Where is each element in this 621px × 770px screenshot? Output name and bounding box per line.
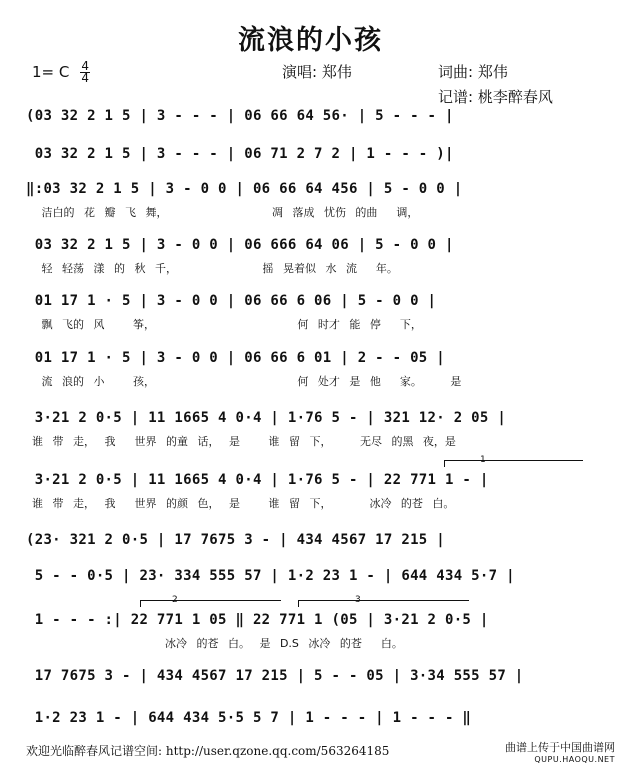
transcriber-credit: 记谱: 桃李醉春风	[438, 88, 553, 106]
notation-line: 1·2 23 1 - | 644 434 5·5 5 7 | 1 - - - | 1 - - - ‖	[26, 710, 472, 726]
page-title: 流浪的小孩	[238, 25, 383, 56]
lyric-line: 谁 带 走， 我 世界 的颜 色， 是 谁 留 下， 冰冷 的苍 白。	[32, 497, 455, 510]
key-label: 1= C	[32, 63, 70, 81]
notation-line: 01 17 1 · 5 | 3 - 0 0 | 06 66 6 06 | 5 - 0 0 |	[26, 293, 437, 309]
notation-line: ‖:03 32 2 1 5 | 3 - 0 0 | 06 66 64 456 | 5 - 0 0 |	[26, 181, 463, 197]
notation-line: 03 32 2 1 5 | 3 - - - | 06 71 2 7 2 | 1 - - - )|	[26, 146, 454, 162]
notation-line: 1 - - - :| 22 771 1 05 ‖ 22 771 1 (05 | 3·21 2 0·5 |	[26, 612, 489, 628]
singer-credit: 演唱: 郑伟	[282, 63, 352, 81]
lyric-line: 轻 轻荡 漾 的 秋 千， 摇 晃着似 水 流 年。	[32, 262, 398, 275]
volta-bracket-1	[444, 460, 583, 467]
volta-bracket-3	[298, 600, 469, 607]
lyric-line: 洁白的 花 瓣 飞 舞， 凋 落成 忧伤 的曲 调，	[32, 206, 419, 219]
key-signature	[32, 61, 90, 84]
volta-number-3: 3	[355, 595, 361, 605]
notation-line: 3·21 2 0·5 | 11 1665 4 0·4 | 1·76 5 - | 22 771 1 - |	[26, 472, 489, 488]
notation-line: (23· 321 2 0·5 | 17 7675 3 - | 434 4567 17 215 |	[26, 532, 445, 548]
lyric-line: 飘 飞的 风 筝， 何 时才 能 停 下，	[32, 318, 422, 331]
notation-line: 03 32 2 1 5 | 3 - 0 0 | 06 666 64 06 | 5 - 0 0 |	[26, 237, 454, 253]
footer-site-line1: 曲谱上传于中国曲谱网	[505, 741, 615, 754]
lyric-line: 冰冷 的苍 白。 是 D.S 冰冷 的苍 白。	[32, 637, 403, 650]
volta-number-1: 1	[480, 455, 486, 465]
lyric-line: 谁 带 走， 我 世界 的童 话， 是 谁 留 下， 无尽 的黑 夜，是	[32, 435, 456, 448]
notation-line: 3·21 2 0·5 | 11 1665 4 0·4 | 1·76 5 - | 321 12· 2 05 |	[26, 410, 507, 426]
notation-line: 5 - - 0·5 | 23· 334 555 57 | 1·2 23 1 - | 644 434 5·7 |	[26, 568, 515, 584]
time-signature	[80, 61, 90, 84]
composer-credit: 词曲: 郑伟	[438, 63, 508, 81]
footer-site-line2: QUPU.HAOQU.NET	[534, 755, 615, 764]
footer-site-credit	[505, 742, 615, 766]
time-top: 4	[81, 59, 89, 73]
time-bottom: 4	[81, 71, 89, 85]
notation-line: 17 7675 3 - | 434 4567 17 215 | 5 - - 05 | 3·34 555 57 |	[26, 668, 524, 684]
volta-number-2: 2	[172, 595, 178, 605]
notation-line: (03 32 2 1 5 | 3 - - - | 06 66 64 56· | 5 - - - |	[26, 108, 454, 124]
footer-visit-text: 欢迎光临醉春风记谱空间: http://user.qzone.qq.com/563264185	[26, 744, 390, 758]
lyric-line: 流 浪的 小 孩， 何 处才 是 他 家。 是	[32, 375, 462, 388]
notation-line: 01 17 1 · 5 | 3 - 0 0 | 06 66 6 01 | 2 - - 05 |	[26, 350, 445, 366]
volta-bracket-2	[140, 600, 281, 607]
